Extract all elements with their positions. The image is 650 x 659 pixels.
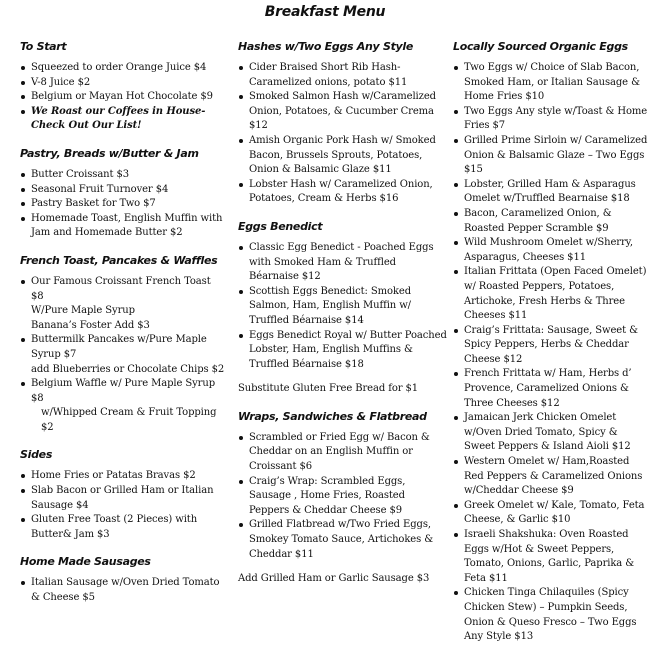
menu-item-text: Wild Mushroom Omelet w/Sherry, Asparagus, Cheeses $11 (464, 237, 633, 263)
menu-item (453, 207, 648, 236)
menu-item-text: Chicken Tinga Chilaquiles (Spicy Chicken Stew) – Pumpkin Seeds, Onion & Queso Fresco – Two Eggs Any Style $13 (464, 587, 637, 643)
menu-item-text: Scottish Eggs Benedict: Smoked Salmon, Ham, English Muffin w/ Truffled Béarnaise $14 (249, 285, 411, 326)
menu-item-text: Craig’s Frittata: Sausage, Sweet & Spicy Peppers, Herbs & Cheddar Cheese $12 (464, 324, 638, 365)
menu-item (20, 90, 225, 105)
menu-item-text: Slab Bacon or Grilled Ham or Italian Sausage $4 (31, 485, 214, 511)
menu-item (20, 333, 225, 377)
menu-item (20, 484, 225, 513)
section-heading: Locally Sourced Organic Eggs (453, 40, 628, 53)
menu-item (20, 168, 225, 183)
menu-section (238, 220, 448, 372)
menu-item-text: Lobster Hash w/ Caramelized Onion, Potatoes, Cream & Herbs $16 (249, 178, 433, 205)
menu-item-list (238, 61, 448, 207)
menu-item (453, 178, 648, 207)
menu-item-text: Eggs Benedict Royal w/ Butter Poached Lobster, Ham, English Muffins & Truffled Béarnaise $18 (249, 329, 447, 370)
menu-item (453, 61, 648, 105)
section-heading: Sides (20, 448, 53, 462)
menu-section (20, 147, 225, 241)
menu-item (238, 285, 448, 329)
menu-item-text: Squeezed to order Orange Juice $4 (31, 62, 207, 73)
menu-item (238, 61, 448, 90)
menu-item-text: French Frittata w/ Ham, Herbs d’ Provence, Caramelized Onions & Three Cheeses $12 (464, 368, 632, 409)
section-heading: Home Made Sausages (20, 555, 151, 569)
menu-item-text: Bacon, Caramelized Onion, & Roasted Pepper Scramble $9 (464, 207, 612, 234)
menu-item-text: add Blueberries or Chocolate Chips $2 (31, 363, 225, 375)
menu-item-text: w/Whipped Cream & Fruit Topping $2 (41, 407, 217, 433)
section-heading: To Start (20, 40, 67, 53)
menu-item (453, 265, 648, 323)
menu-title: Breakfast Menu (264, 4, 386, 20)
menu-item-text: Cider Braised Short Rib Hash-Caramelized onions, potato $11 (249, 62, 408, 88)
menu-item-text: Western Omelet w/ Ham,Roasted Red Peppers & Caramelized Onions w/Cheddar Cheese $9 (464, 456, 643, 497)
menu-item-text: We Roast our Coffees in House-Check Out Our List! (31, 105, 206, 132)
section-heading: Pastry, Breads w/Butter & Jam (20, 146, 199, 160)
menu-item (20, 183, 225, 198)
menu-section (238, 410, 448, 562)
menu-item (453, 586, 648, 644)
menu-item-text: Pastry Basket for Two $7 (31, 198, 156, 210)
menu-section (20, 448, 225, 542)
menu-item-list (20, 576, 225, 605)
menu-item-list (238, 241, 448, 372)
menu-section (453, 40, 648, 645)
menu-item-text: Homemade Toast, English Muffin with Jam and Homemade Butter $2 (31, 212, 223, 239)
menu-item (453, 367, 648, 411)
menu-item-text: Banana’s Foster Add $3 (31, 319, 150, 331)
menu-column-left (20, 40, 225, 619)
menu-item-text: Seasonal Fruit Turnover $4 (31, 183, 169, 195)
menu-item-text: V-8 Juice $2 (31, 76, 91, 88)
section-heading: Hashes w/Two Eggs Any Style (238, 40, 414, 53)
menu-item (238, 241, 448, 285)
section-heading: Wraps, Sandwiches & Flatbread (238, 409, 427, 423)
menu-item (20, 576, 225, 605)
menu-item-text: Lobster, Grilled Ham & Asparagus Omelet w/Truffled Bearnaise $18 (464, 178, 636, 205)
menu-item-list (453, 61, 648, 645)
menu-item-list (20, 168, 225, 241)
section-note: Add Grilled Ham or Garlic Sausage $3 (238, 573, 430, 585)
menu-item (238, 475, 448, 519)
menu-item-text: Our Famous Croissant French Toast $8 (31, 275, 211, 302)
menu-item-list (238, 431, 448, 562)
menu-item (20, 61, 225, 76)
menu-item-text: Buttermilk Pancakes w/Pure Maple Syrup $7 (31, 334, 207, 360)
menu-item-text: Jamaican Jerk Chicken Omelet w/Oven Dried Tomato, Spicy & Sweet Peppers & Island Aioli $12 (464, 412, 631, 453)
section-note: Substitute Gluten Free Bread for $1 (238, 383, 419, 395)
menu-item (453, 134, 648, 178)
menu-item (20, 76, 225, 91)
menu-item-text: Grilled Flatbread w/Two Fried Eggs, Smokey Tomato Sauce, Artichokes & Cheddar $11 (249, 519, 434, 560)
menu-item (20, 105, 225, 134)
menu-item (453, 499, 648, 528)
menu-item-list (20, 469, 225, 542)
menu-item-text: Greek Omelet w/ Kale, Tomato, Feta Cheese, & Garlic $10 (464, 499, 645, 526)
menu-item (453, 324, 648, 368)
menu-item (453, 105, 648, 134)
menu-item-text: Smoked Salmon Hash w/Caramelized Onion, Potatoes, & Cucumber Crema $12 (249, 91, 436, 132)
menu-section (20, 254, 225, 436)
menu-item-text: Home Fries or Patatas Bravas $2 (31, 470, 196, 482)
menu-item (453, 236, 648, 265)
menu-item-text: Butter Croissant $3 (31, 168, 130, 180)
section-heading: Eggs Benedict (238, 219, 323, 233)
menu-item (453, 411, 648, 455)
menu-item-text: Belgium or Mayan Hot Chocolate $9 (31, 91, 213, 103)
menu-item-text: Craig’s Wrap: Scrambled Eggs, Sausage , Home Fries, Roasted Peppers & Cheddar Cheese $9 (249, 475, 406, 516)
menu-item (20, 513, 225, 542)
menu-item-list (20, 61, 225, 134)
menu-item-list (20, 275, 225, 436)
menu-item-text: Scrambled or Fried Egg w/ Bacon & Cheddar on an English Muffin or Croissant $6 (249, 431, 430, 473)
menu-item-text: Italian Sausage w/Oven Dried Tomato & Cheese $5 (31, 577, 220, 604)
menu-item-text: Italian Frittata (Open Faced Omelet) w/ Roasted Peppers, Potatoes, Artichoke, Fresh Herbs & Three Cheeses $11 (464, 266, 647, 322)
menu-item-text: Classic Egg Benedict - Poached Eggs with Smoked Ham & Truffled Béarnaise $12 (249, 241, 434, 283)
menu-item (238, 134, 448, 178)
menu-item (238, 431, 448, 475)
section-heading: French Toast, Pancakes & Waffles (20, 253, 218, 267)
menu-item-text: Grilled Prime Sirloin w/ Caramelized Onion & Balsamic Glaze – Two Eggs $15 (464, 134, 648, 176)
menu-item (20, 212, 225, 241)
menu-item (453, 528, 648, 586)
menu-item (453, 455, 648, 499)
menu-item-text: Israeli Shakshuka: Oven Roasted Eggs w/Hot & Sweet Peppers, Tomato, Onions, Garlic, Paprika & Feta $11 (464, 529, 635, 584)
menu-item-text: Two Eggs Any style w/Toast & Home Fries $7 (464, 105, 648, 132)
menu-item (20, 377, 225, 435)
menu-item (20, 275, 225, 333)
menu-column-right (453, 40, 648, 658)
menu-item (238, 518, 448, 562)
menu-column-middle (238, 40, 448, 600)
menu-item (238, 329, 448, 373)
menu-section (20, 555, 225, 605)
menu-item-text: Two Eggs w/ Choice of Slab Bacon, Smoked Ham, or Italian Sausage & Home Fries $10 (464, 62, 640, 103)
menu-item (238, 178, 448, 207)
menu-item (238, 90, 448, 134)
menu-item-text: Gluten Free Toast (2 Pieces) with Butter& Jam $3 (31, 514, 198, 540)
menu-item-text: W/Pure Maple Syrup (31, 305, 135, 317)
menu-item-text: Amish Organic Pork Hash w/ Smoked Bacon, Brussels Sprouts, Potatoes, Onion & Balsamic Glaze $11 (249, 134, 436, 176)
menu-item (20, 469, 225, 484)
menu-item-text: Belgium Waffle w/ Pure Maple Syrup $8 (31, 378, 216, 404)
menu-section (238, 40, 448, 207)
menu-section (20, 40, 225, 134)
menu-item (20, 197, 225, 212)
